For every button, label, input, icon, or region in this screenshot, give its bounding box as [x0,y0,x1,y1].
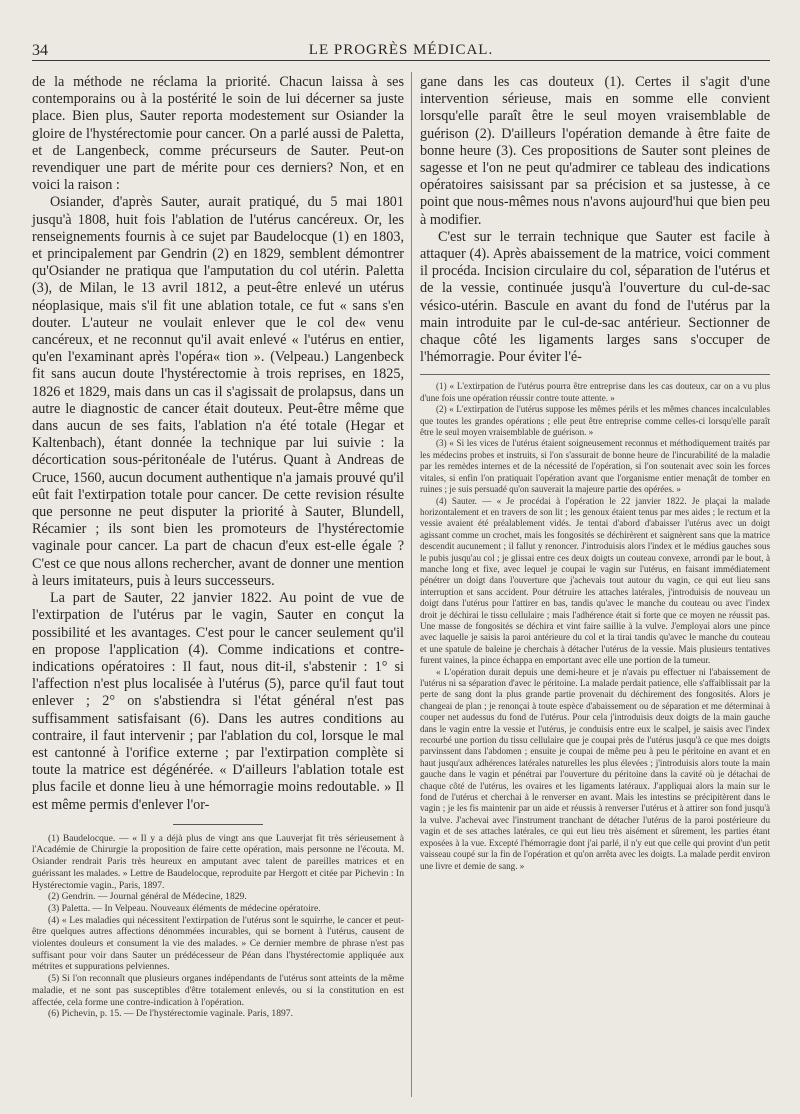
footnote: (4) « Les maladies qui nécessitent l'extirpation de l'utérus sont le squirrhe, le cancer et peut-être quelques autres affections dénommées incurables, qui se bornent à l'utérus, causent de violentes douleurs et consument la vie des malades. » Ce dernier membre de phrase n'est pas suffisant pour voir dans Sauter un prédécesseur de Péan dans l'hystérectomie appliquée aux métrites et suppurations pelviennes. [32,914,404,973]
footnote: « L'opération durait depuis une demi-heure et je n'avais pu effectuer ni l'abaissement de l'utérus ni sa séparation d'avec le péritoine. La malade perdait patience, elle s'affaiblissait par la perte de sang dont la plus grande partie provenait du déchirement des fongosités. Alors je changeai de plan ; je renonçai à toute espèce d'abaissement ou de séparation et me déterminai à couper net audessus du fond de l'utérus. Pour cela j'introduisis deux doigts de la main gauche dans le vagin entre la vessie et l'utérus, je conduisis entre eux le scalpel, je saisis avec l'index recourbé une portion du tissu cellulaire que je coupai près de l'utérus jusqu'à ce que mes doigts parvinssent dans l'abdomen ; ensuite je coupai de même peu à peu le péritoine en avant et en haut jusqu'aux adhérences latérales naturelles les plus élevées ; j'introduisis alors toute la main gauche dans le vagin et pénétrai par l'ouverture du péritoine dans la cavité où je détachai de chaque côté de l'utérus, les ovaires et les ligaments latéraux. J'appliquai alors la main sur le fond de l'utérus et cherchai à le renverser en avant. Mais les intestins se précipitèrent dans le vagin ; je les fis maintenir par un aide et réussis à renverser l'utérus et à attirer son fond jusqu'à la vulve. J'achevai avec l'instrument tranchant de détacher l'utérus de la paroi postérieure du vagin et de ses attaches latérales, ce qui eut lieu très aisément et sûrement, les parties étant exposées à la vue. Excepté l'hémorragie dont j'ai parlé, il n'y eut que celle qui provint d'un petit vaisseau coupé sur la fin de l'opération et qu'on arrêta avec les doigts. La malade perdit environ une livre et demie de sang. » [420,666,770,871]
paragraph: C'est sur le terrain technique que Sauter est facile à attaquer (4). Après abaissement de la matrice, voici comment il procéda. Incision circulaire du col, séparation de l'utérus et de la vessie, continuée jusqu'à l'ouverture du cul-de-sac vésico-utérin. Bascule en avant du fond de l'utérus par la main introduite par le cul-de-sac antérieur. Sectionner de chaque côté les ligaments larges sans s'occuper de l'hémorragie. Pour éviter l'é- [420,228,770,366]
footnote: (3) Paletta. — In Velpeau. Nouveaux éléments de médecine opératoire. [48,902,321,914]
footnote: (4) Sauter. — « Je procédai à l'opération le 22 janvier 1822. Je plaçai la malade horizontalement et en travers de son lit ; les genoux étaient tenus par mes aides ; le rectum et la vessie avaient été préalablement vidés. Je tentai d'abord d'abaisser l'utérus avec un doigt agissant comme un crochet, mais les fongosités se déchirèrent et saignèrent sans que la matrice descendit aucunement ; il fallut y renoncer. J'introduisis alors l'index et le médius gauches sous le pubis jusqu'au col ; je glissai entre ces deux doigts un couteau convexe, arrondi par le bout, à manche long et fixe, avec lequel je coupai le vagin sur l'utérus, en faisant immédiatement pénétrer un doigt dans l'ouverture que j'achevais tout autour du vagin, ce qui eut lieu sans interruption et sans accident. Pour détruire les attaches latérales, j'introduisis de nouveau un doigt dans l'utérus pour l'attirer en bas, tandis qu'avec le manche du couteau ou avec l'index droit je déchirai le tissu cellulaire ; mais l'adhérence était si forte que ce moyen ne réussit pas. Une masse de fongosités se déchira et vint faire saillie à la vulve. J'employai alors une pince avec laquelle je saisis la paroi antérieure du col et la tirai tandis qu'avec le manche du couteau et une spatule de baleine je cherchais à détacher l'utérus de la vessie. Mais plusieurs tentatives furent vaines, la pince échappa en emportant avec elle une portion de la tumeur. [420,495,770,666]
paragraph: de la méthode ne réclama la priorité. Chacun laissa à ses contemporains ou à la postérité le soin de lui décerner sa juste place. Bien plus, Sauter reporta modestement sur Osiander la gloire de l'hystérectomie pour cancer. On a parlé aussi de Paletta, et de Langenbeck, comme précurseurs de Sauter. Peut-on revendiquer une part de mérite pour ces derniers? Non, et en voici la raison : [32,74,404,194]
left-column [32,74,404,1020]
footnote: (6) Pichevin, p. 15. — De l'hystérectomie vaginale. Paris, 1897. [48,1008,293,1020]
footnote: (1) « L'extirpation de l'utérus pourra être entreprise dans les cas douteux, car on a vu plus d'une fois une opération réussir contre toute attente. » [420,381,770,403]
footnote: (5) Si l'on reconnaît que plusieurs organes indépendants de l'utérus sont atteints de la même maladie, et ne sont pas susceptibles d'être totalement enlevés, ou si la constitution en est affectée, cela forme une contre-indication à l'opération. [32,973,404,1008]
column-divider [411,72,412,1097]
paragraph: La part de Sauter, 22 janvier 1822. Au point de vue de l'extirpation de l'utérus par le vagin, Sauter en conçut la possibilité et les avantages. C'est pour le cancer seulement qu'il en propose l'application (4). Comme indications et contre-indications opératoires : Il faut, nous dit-il, s'abstenir : 1° si l'affection n'est plus localisée à l'utérus (5), parce qu'il faut tout enlever ; 2° on s'abstiendra si l'état général n'est pas suffisamment satisfaisant (6). Dans les autres conditions au contraire, il faut intervenir ; par l'ablation du col, lorsque le mal est cantonné à l'orifice externe ; par l'extirpation complète si toute la matrice est dégénérée. « D'ailleurs l'ablation totale est plus facile et donne lieu à une hémorragie moins redoutable. » Il est même permis d'enlever l'or- [32,590,404,813]
left-footnotes [32,833,404,1020]
footnote: (1) Baudelocque. — « Il y a déjà plus de vingt ans que Lauverjat fit très sérieusement à l'Académie de Chirurgie la proposition de faire cette opération, mais personne ne l'écouta. M. Osiander rendrait Paris très heureux en amputant avec talent de pareilles matrices et en guérissant les malades. » Lettre de Baudelocque, reproduite par Hergott et citée par Pichevin : In Hystérectomie vagin., Paris, 1897. [32,832,404,891]
footnote: (3) « Si les vices de l'utérus étaient soigneusement reconnus et méthodiquement traités par les médecins probes et instruits, si l'on s'assurait de bonne heure de l'incurabilité de la maladie par les remèdes internes et de la nécessité de l'opération, si l'on soutenait avec soin les forces vitales, si enfin l'on pratiquait l'opération avant que l'organisme entier menaçât de tomber en ruines ; je suis persuadé qu'on sauverait la majeure partie des opérées. » [420,438,770,495]
journal-title: LE PROGRÈS MÉDICAL. [308,42,494,58]
paragraph: gane dans les cas douteux (1). Certes il s'agit d'une intervention sérieuse, mais en somme elle convient lorsqu'elle paraît être le seul moyen vraisemblable de guérison (2). D'ailleurs l'opération demande à être faite de bonne heure (3). Ces propositions de Sauter sont pleines de sagesse et l'on ne peut qu'admirer ce tableau des indications opératoires saisissant par sa précision et sa justesse, à ce point que nous-mêmes nous n'avons aujourd'hui que bien peu à modifier. [420,74,770,228]
left-body [32,74,404,814]
right-column [420,74,770,872]
footnote-rule [173,824,263,825]
paragraph: Osiander, d'après Sauter, aurait pratiqué, du 5 mai 1801 jusqu'à 1808, huit fois l'ablation de l'utérus cancéreux. Or, les renseignements fournis à ce sujet par Baudelocque (1) en 1803, et principalement par Gendrin (2) en 1829, semblent démontrer qu'Osiander ne pratiqua que l'amputation du col utérin. Paletta (3), de Milan, le 13 avril 1812, a peut-être enlevé un utérus néoplasique, mais s'il fit une ablation totale, ce fut « sans s'en douter. L'auteur ne voulait enlever que le col de« venu cancéreux, et ne reconnut qu'il avait enlevé « l'utérus en entier, qu'en l'examinant après l'opéra« tion ». (Velpeau.) Langenbeck fit sans aucun doute l'hystérectomie à trois reprises, en 1825, 1826 et 1829, mais dans un cas il s'agissait de prolapsus, dans un autre le diagnostic de cancer était douteux. Peut-être même que dans aucun de ses faits, l'ablation n'a été totale (Hegar et Kaltenbach), étant donnée la technique par lui suivie : la décortication sous-péritonéale de l'utérus. Quant à Andreas de Cruce, 1560, aucun document authentique n'a jamais prouvé qu'il eût fait l'extirpation totale pour cancer. De cette revision résulte que personne ne peut disputer la priorité à Sauter, Blundell, Récamier ; ils sont bien les promoteurs de l'hystérectomie vaginale pour cancer. La part de chacun d'eux est-elle égale ? C'est ce que nous allons rechercher, avant de donner une mention à leurs imitateurs, puis à leurs successeurs. [32,194,404,589]
right-footnotes [420,381,770,871]
page-number: 34 [32,42,48,59]
footnote: (2) Gendrin. — Journal général de Médecine, 1829. [48,891,247,903]
footnote: (2) « L'extirpation de l'utérus suppose les mêmes périls et les mêmes chances incalculables que toutes les grandes opérations ; elle peut être entreprise comme celles-ci lorsqu'elle paraît être le seul moyen vraisemblable de guérison. » [420,404,770,438]
page-header [32,38,770,61]
right-body [420,74,770,366]
footnote-rule [420,374,770,375]
